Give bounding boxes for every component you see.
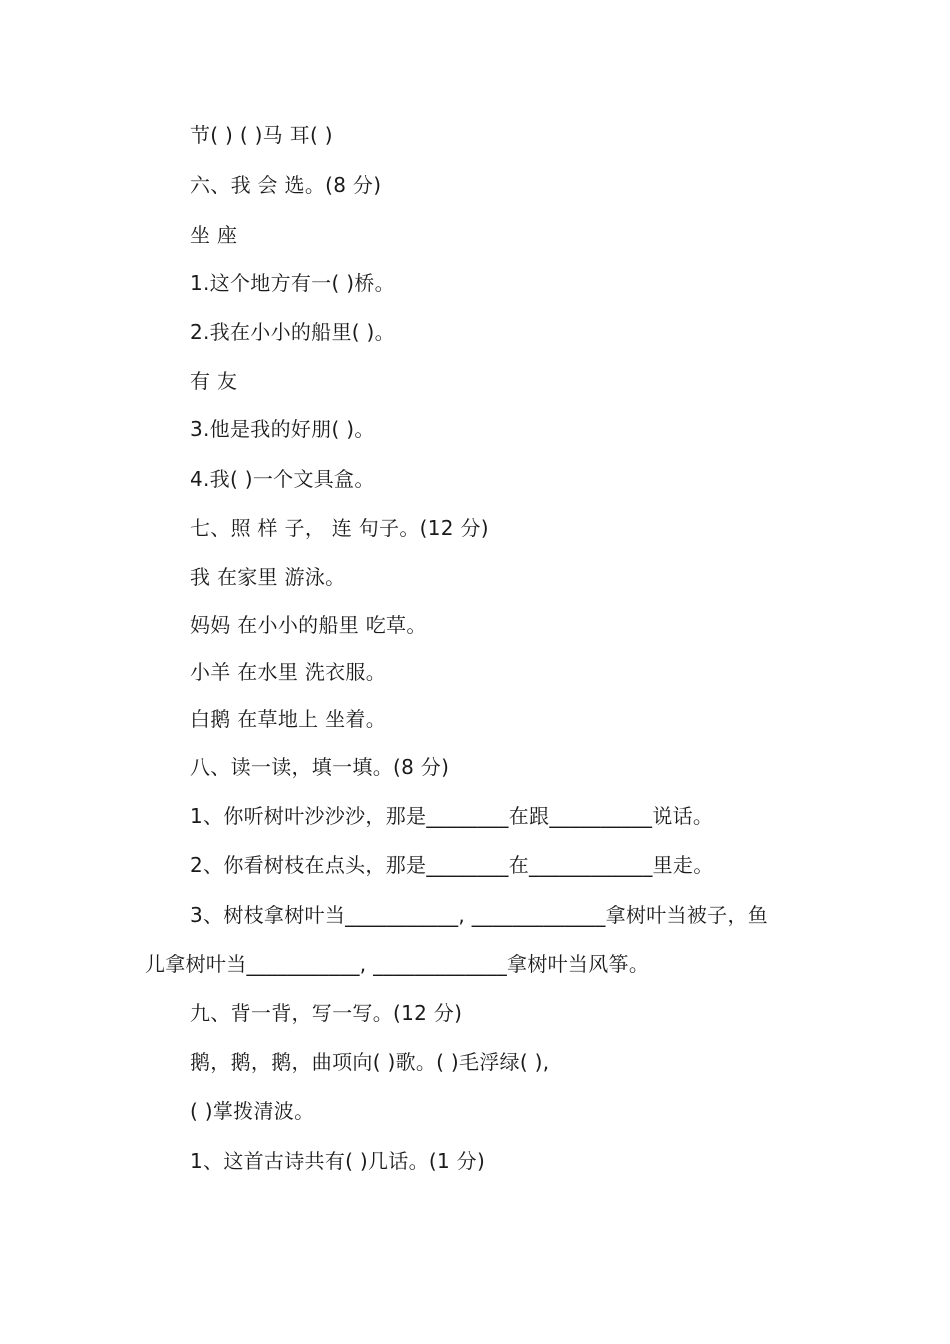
question-item: 2、你看树枝在点头，那是________在____________里走。 xyxy=(190,853,714,877)
question-item: 4.我( )一个文具盒。 xyxy=(190,467,375,491)
section-heading-6: 六、我 会 选。(8 分) xyxy=(190,173,382,197)
text-line: 小羊 在水里 洗衣服。 xyxy=(190,660,387,684)
question-item: 3、树枝拿树叶当___________, _____________拿树叶当被子，鱼 xyxy=(190,903,769,927)
question-item: 1、你听树叶沙沙沙，那是________在跟__________说话。 xyxy=(190,804,714,828)
question-item: 1、这首古诗共有( )几话。(1 分) xyxy=(190,1149,486,1173)
question-item-continued: 儿拿树叶当___________, _____________拿树叶当风筝。 xyxy=(145,952,650,976)
poem-line: 鹅，鹅，鹅，曲项向( )歌。( )毛浮绿( ), xyxy=(190,1050,550,1074)
text-line: 节( ) ( )马 耳( ) xyxy=(190,123,333,147)
section-heading-7: 七、照 样 子， 连 句子。(12 分) xyxy=(190,516,489,540)
section-heading-8: 八、读一读，填一填。(8 分) xyxy=(190,755,450,779)
text-line: 妈妈 在小小的船里 吃草。 xyxy=(190,613,427,637)
text-line: 坐 座 xyxy=(190,223,238,247)
question-item: 1.这个地方有一( )桥。 xyxy=(190,271,395,295)
question-item: 3.他是我的好朋( )。 xyxy=(190,417,375,441)
poem-line: ( )掌拨清波。 xyxy=(190,1099,315,1123)
text-line: 有 友 xyxy=(190,369,238,393)
question-item: 2.我在小小的船里( )。 xyxy=(190,320,395,344)
text-line: 白鹅 在草地上 坐着。 xyxy=(190,707,387,731)
text-line: 我 在家里 游泳。 xyxy=(190,565,346,589)
section-heading-9: 九、背一背，写一写。(12 分) xyxy=(190,1001,463,1025)
